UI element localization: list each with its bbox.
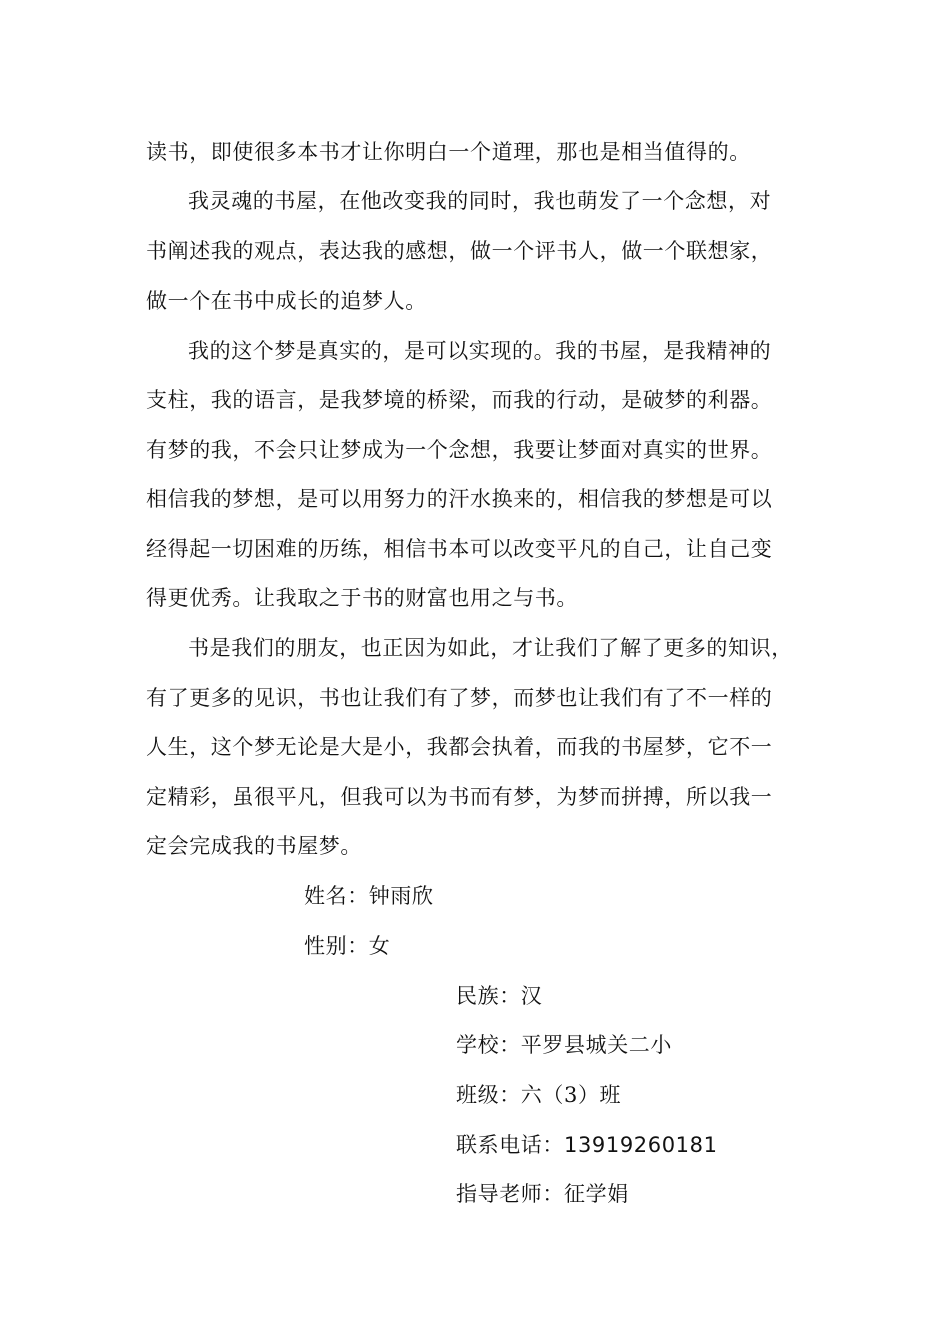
author-school: 学校：平罗县城关二小: [456, 1033, 672, 1057]
author-teacher: 指导老师：征学娟: [456, 1182, 629, 1206]
paragraph-line: 人生，这个梦无论是大是小，我都会执着，而我的书屋梦，它不一: [146, 735, 773, 759]
author-name: 姓名：钟雨欣: [304, 884, 434, 908]
paragraph-line: 做一个在书中成长的追梦人。: [146, 289, 427, 313]
paragraph-line: 有了更多的见识，书也让我们有了梦，而梦也让我们有了不一样的: [146, 686, 773, 710]
paragraph-line: 我灵魂的书屋，在他改变我的同时，我也萌发了一个念想，对: [188, 189, 772, 213]
paragraph-line: 我的这个梦是真实的，是可以实现的。我的书屋，是我精神的: [188, 339, 772, 363]
phone-label: 联系电话：: [456, 1133, 564, 1157]
author-class: 班级：六（3）班: [456, 1083, 622, 1107]
paragraph-line: 相信我的梦想，是可以用努力的汗水换来的，相信我的梦想是可以: [146, 487, 773, 511]
paragraph-line: 得更优秀。让我取之于书的财富也用之与书。: [146, 586, 578, 610]
paragraph-line: 书是我们的朋友，也正因为如此，才让我们了解了更多的知识，: [188, 636, 793, 660]
paragraph-line: 读书，即使很多本书才让你明白一个道理，那也是相当值得的。: [146, 140, 751, 164]
paragraph-line: 定会完成我的书屋梦。: [146, 834, 362, 858]
paragraph-line: 有梦的我，不会只让梦成为一个念想，我要让梦面对真实的世界。: [146, 438, 773, 462]
paragraph-line: 定精彩，虽很平凡，但我可以为书而有梦，为梦而拼搏，所以我一: [146, 785, 773, 809]
phone-number: 13919260181: [564, 1133, 718, 1157]
paragraph-line: 支柱，我的语言，是我梦境的桥梁，而我的行动，是破梦的利器。: [146, 388, 773, 412]
author-gender: 性别：女: [304, 934, 391, 958]
paragraph-line: 书阐述我的观点，表达我的感想，做一个评书人，做一个联想家，: [146, 239, 773, 263]
paragraph-line: 经得起一切困难的历练，相信书本可以改变平凡的自己，让自己变: [146, 537, 773, 561]
author-ethnicity: 民族：汉: [456, 984, 543, 1008]
author-phone: [456, 1131, 718, 1159]
